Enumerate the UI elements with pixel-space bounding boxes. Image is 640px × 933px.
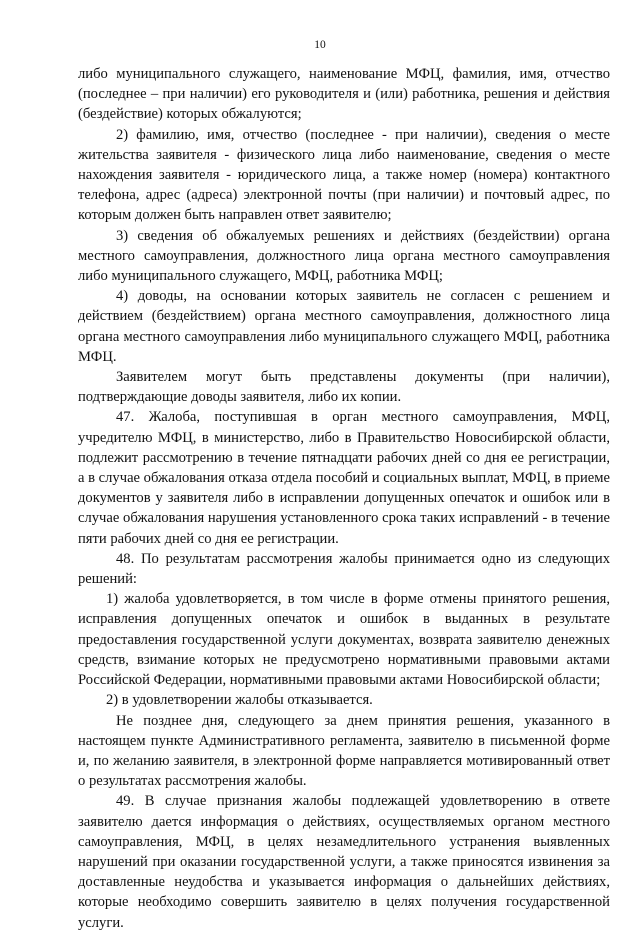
paragraph-deadline: Не позднее дня, следующего за днем принятия решения, указанного в настоящем пункте Административного регламента, заявителю в письменной форме и, по желанию заявителя, в электронной форме направляется мотивированный ответ о результатах рассмотрения жалобы. <box>78 712 610 790</box>
paragraph-48-item-2: 2) в удовлетворении жалобы отказывается. <box>106 692 373 709</box>
page-number: 10 <box>314 39 326 51</box>
paragraph-documents: Заявителем могут быть представлены документы (при наличии), подтверждающие доводы заявителя, либо их копии. <box>78 369 610 406</box>
paragraph-item-3: 3) сведения об обжалуемых решениях и действиях (бездействии) органа местного самоуправления, должностного лица органа местного самоуправления либо муниципального служащего, МФЦ, работника МФЦ; <box>78 227 610 285</box>
document-body <box>78 64 610 933</box>
paragraph-49: 49. В случае признания жалобы подлежащей удовлетворению в ответе заявителю дается информация о действиях, осуществляемых органом местного самоуправления, МФЦ, в целях незамедлительного устранения выявленных нарушений при оказании государственной услуги, а также приносятся извинения за доставленные неудобства и указывается информация о дальнейших действиях, которые необходимо совершить заявителю в целях получения государственной услуги. <box>78 793 610 931</box>
paragraph-item-2: 2) фамилию, имя, отчество (последнее - при наличии), сведения о месте жительства заявителя - физического лица либо наименование, сведения о месте нахождения заявителя - юридического лица, а также номер (номера) контактного телефона, адрес (адреса) электронной почты (при наличии) и почтовый адрес, по которым должен быть направлен ответ заявителю; <box>78 126 610 224</box>
paragraph-48-item-1: 1) жалоба удовлетворяется, в том числе в форме отмены принятого решения, исправления допущенных опечаток и ошибок в выданных в результате предоставления государственной услуги документах, возврата заявителю денежных средств, взимание которых не предусмотрено нормативными правовыми актами Российской Федерации, нормативными правовыми актами Новосибирской области; <box>78 591 610 689</box>
paragraph-48: 48. По результатам рассмотрения жалобы принимается одно из следующих решений: <box>78 550 610 588</box>
paragraph-item-4: 4) доводы, на основании которых заявитель не согласен с решением и действием (бездействием) органа местного самоуправления, должностного лица органа местного самоуправления либо муниципального служащего МФЦ, работника МФЦ. <box>78 288 610 365</box>
paragraph-continuation: либо муниципального служащего, наименование МФЦ, фамилия, имя, отчество (последнее – при наличии) его руководителя и (или) работника, решения и действия (бездействие) которых обжалуются; <box>78 66 610 123</box>
paragraph-47: 47. Жалоба, поступившая в орган местного самоуправления, МФЦ, учредителю МФЦ, в министерство, либо в Правительство Новосибирской области, подлежит рассмотрению в течение пятнадцати рабочих дней со дня ее регистрации, а в случае обжалования отказа отдела пособий и социальных выплат, МФЦ, в приеме документов у заявителя либо в исправлении допущенных опечаток и ошибок или в случае обжалования нарушения установленного срока таких исправлений - в течение пяти рабочих дней со дня ее регистрации. <box>78 409 610 547</box>
